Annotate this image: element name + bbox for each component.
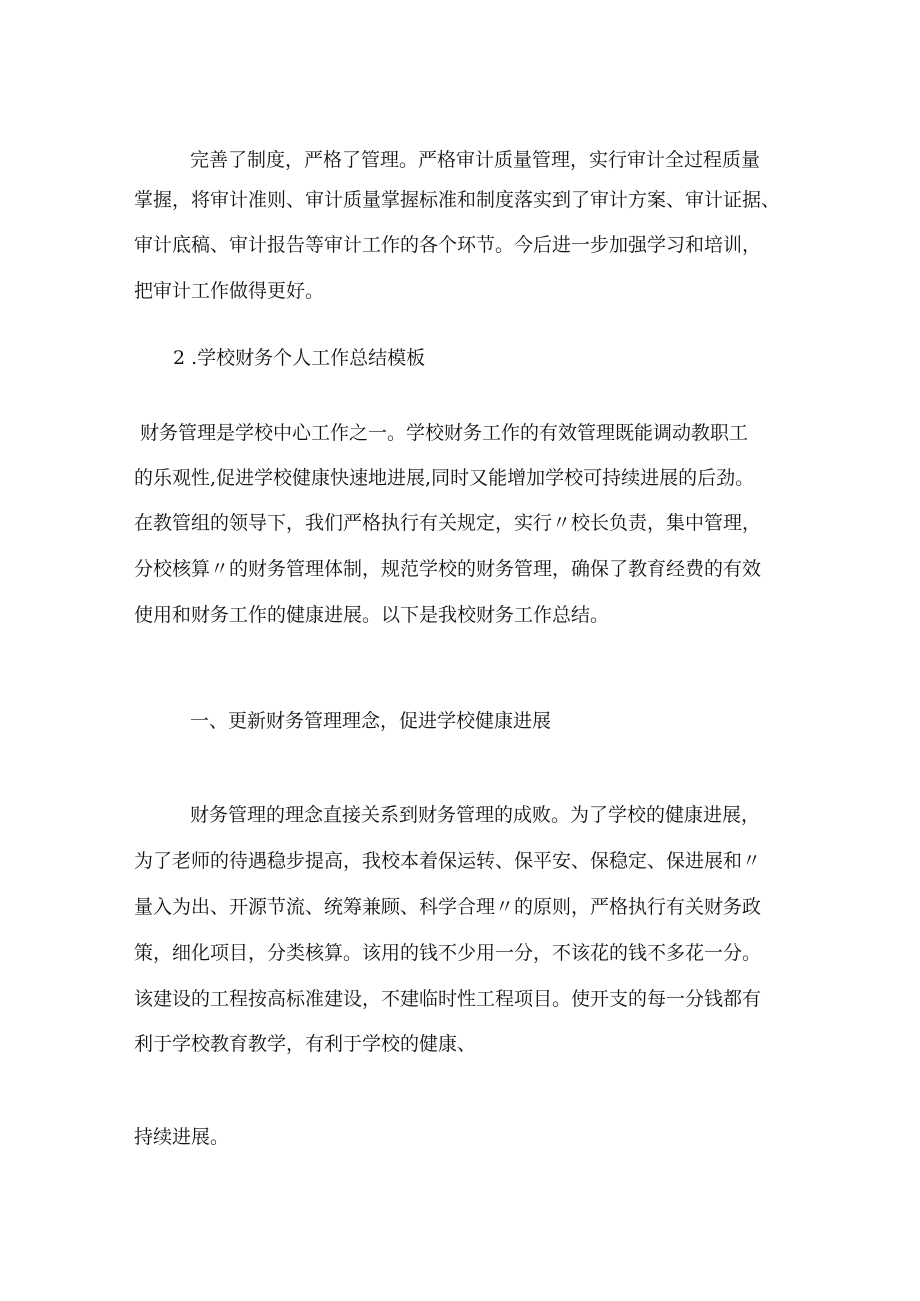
text-line: 的乐观性,促进学校健康快速地进展,同时又能增加学校可持续进展的后劲。 [134, 467, 755, 489]
text-line: 财务管理是学校中心工作之一。学校财务工作的有效管理既能调动教职工 [140, 422, 749, 444]
text-line: 财务管理的理念直接关系到财务管理的成败。为了学校的健康进展， [190, 804, 761, 826]
text-line: 利于学校教育教学，有利于学校的健康、 [134, 1033, 477, 1055]
text-line: 量入为出、开源节流、统筹兼顾、科学合理〃的原则，严格执行有关财务政 [134, 896, 762, 918]
text-line: 持续进展。 [134, 1126, 230, 1148]
section-heading: 一、更新财务管理理念，促进学校健康进展 [190, 710, 552, 732]
text-line: 使用和财务工作的健康进展。以下是我校财务工作总结。 [134, 604, 610, 626]
text-line: 分校核算〃的财务管理体制，规范学校的财务管理，确保了教育经费的有效 [134, 558, 762, 580]
text-line: 该建设的工程按高标准建设，不建临时性工程项目。使开支的每一分钱都有 [134, 988, 762, 1010]
text-line: 完善了制度，严格了管理。严格审计质量管理，实行审计全过程质量 [190, 149, 761, 171]
section-heading: 2 .学校财务个人工作总结模板 [173, 347, 426, 369]
text-line: 审计底稿、审计报告等审计工作的各个环节。今后进一步加强学习和培训， [134, 234, 762, 256]
text-line: 为了老师的待遇稳步提高，我校本着保运转、保平安、保稳定、保进展和〃 [134, 850, 762, 872]
text-line: 掌握，将审计准则、审计质量掌握标准和制度落实到了审计方案、审计证据、 [134, 189, 781, 211]
text-line: 策，细化项目，分类核算。该用的钱不少用一分，不该花的钱不多花一分。 [134, 942, 762, 964]
text-line: 把审计工作做得更好。 [134, 280, 325, 302]
text-line: 在教管组的领导下，我们严格执行有关规定，实行〃校长负责，集中管理， [134, 512, 762, 534]
